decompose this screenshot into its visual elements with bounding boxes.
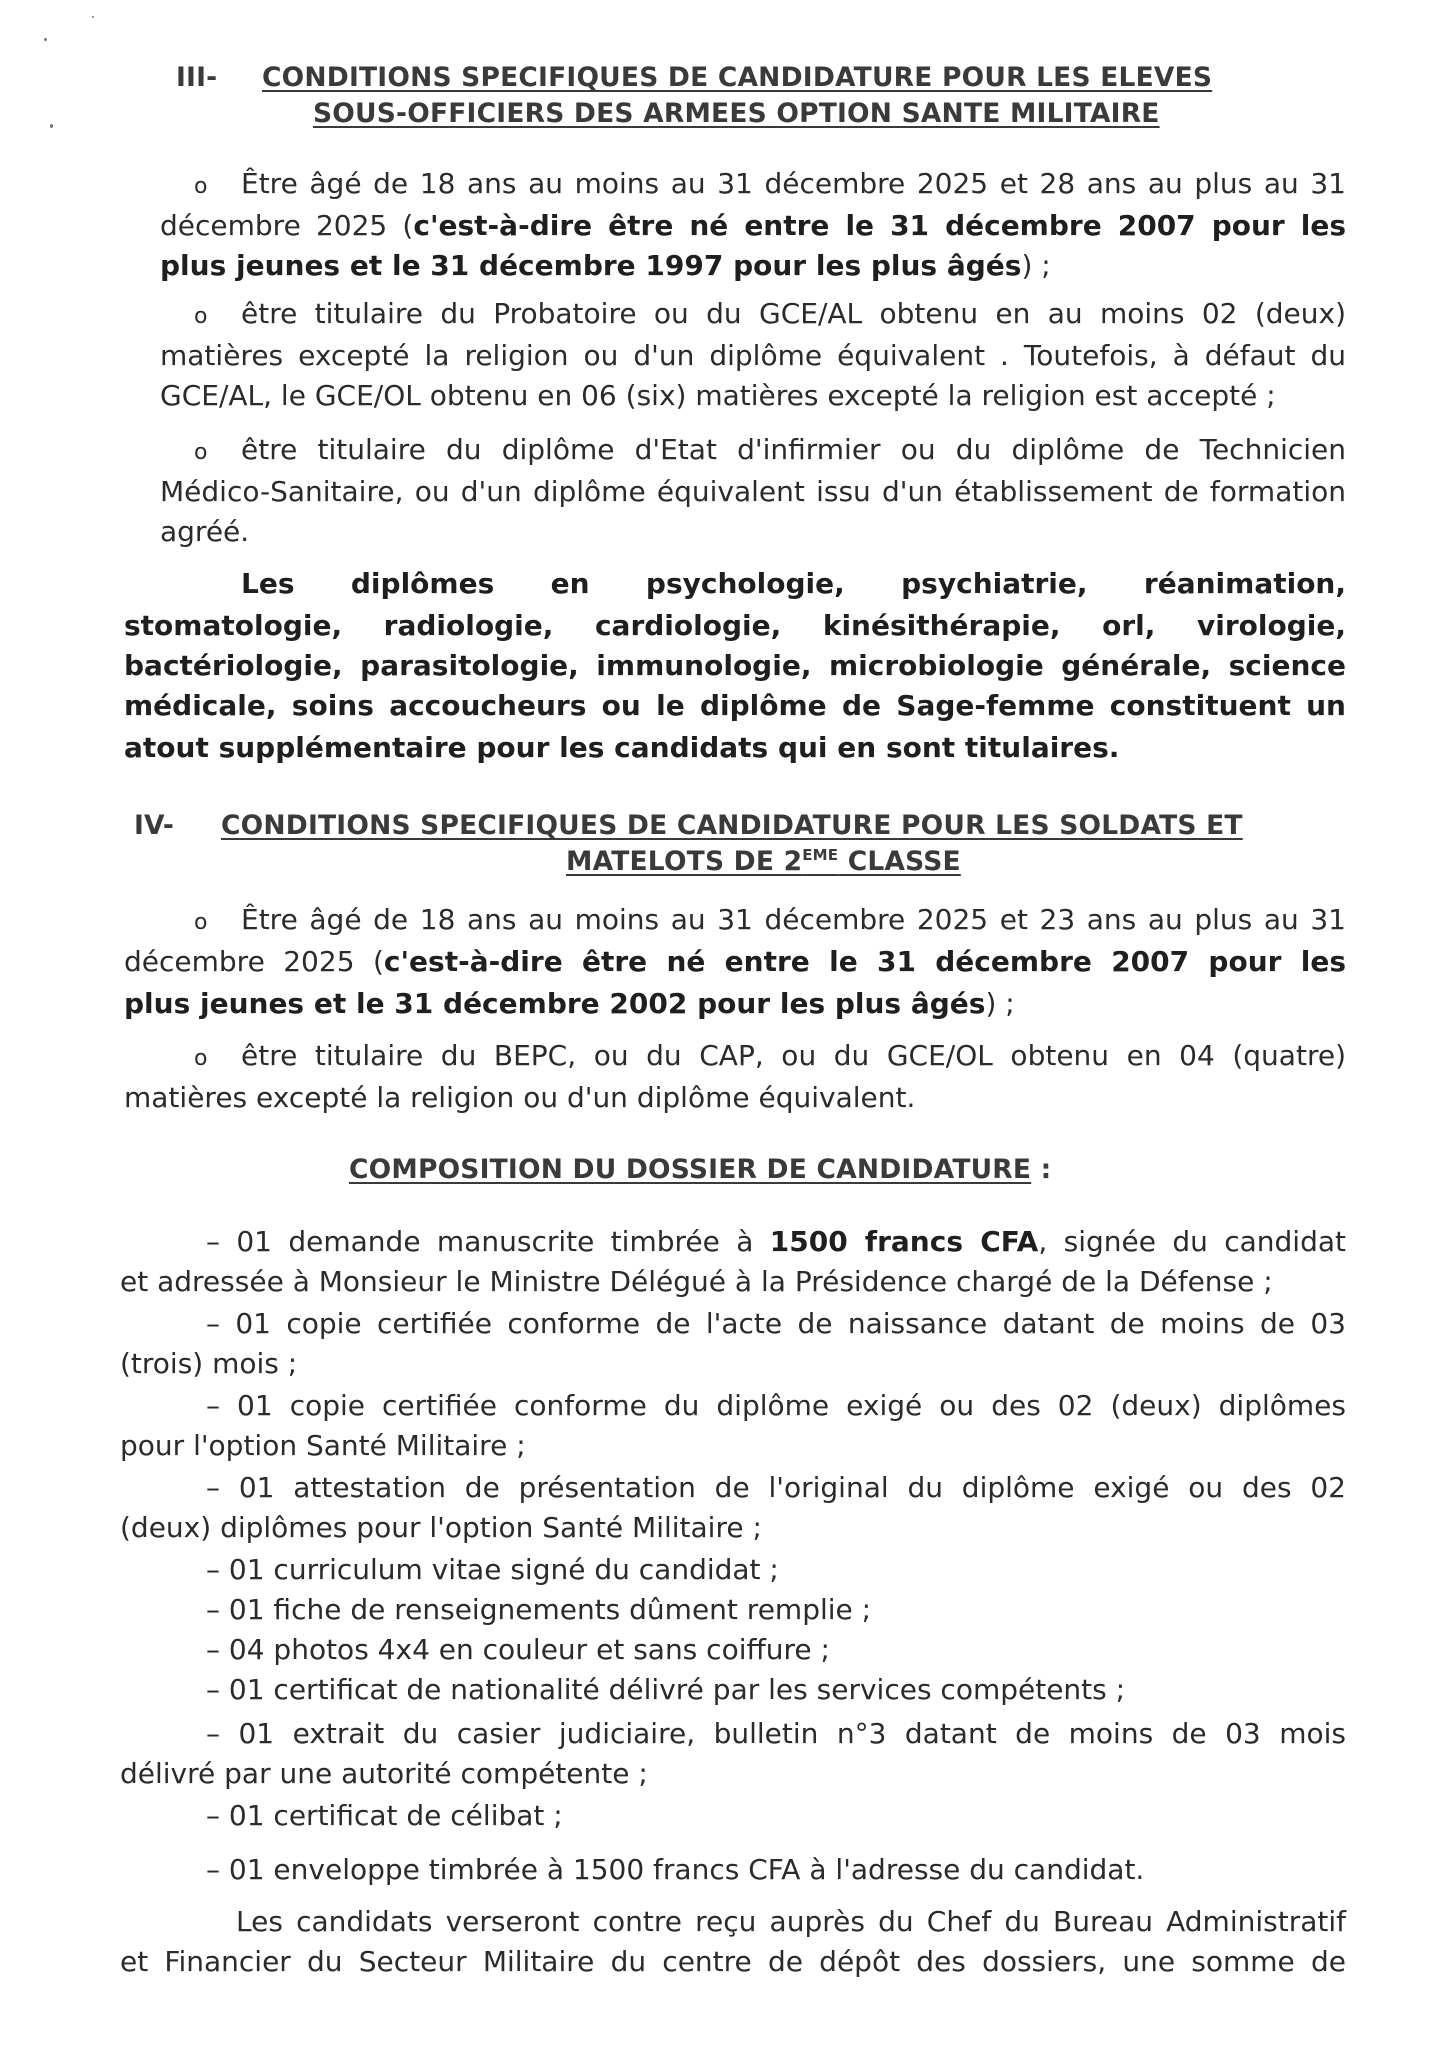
- text-span: décembre 2025 (: [160, 209, 414, 242]
- dossier-item: – 01 certificat de nationalité délivré par les services compétents ;: [206, 1673, 1126, 1706]
- bonus-line: bactériologie, parasitologie, immunologie, microbiologie générale, science: [124, 649, 1346, 682]
- dossier-item-continuation: pour l'option Santé Militaire ;: [120, 1429, 526, 1462]
- section-iii-title-text2: SOUS-OFFICIERS DES ARMEES OPTION SANTE MILITAIRE: [313, 98, 1160, 129]
- dossier-heading: [349, 1154, 1051, 1185]
- bullet-marker: o: [194, 910, 208, 935]
- dossier-item: – 01 certificat de célibat ;: [206, 1799, 563, 1832]
- text-line: être titulaire du BEPC, ou du CAP, ou du GCE/OL obtenu en 04 (quatre): [241, 1039, 1346, 1072]
- text-span: ) ;: [1021, 249, 1051, 282]
- bonus-line: stomatologie, radiologie, cardiologie, kinésithérapie, orl, virologie,: [124, 609, 1346, 642]
- text-line: matières excepté la religion ou d'un diplôme équivalent . Toutefois, à défaut du: [160, 339, 1346, 372]
- dossier-item: – 01 extrait du casier judiciaire, bulletin n°3 datant de moins de 03 mois: [206, 1717, 1346, 1750]
- section-iii-title-line2: [313, 98, 1160, 129]
- closing-paragraph-line: Les candidats verseront contre reçu auprès du Chef du Bureau Administratif: [236, 1905, 1346, 1938]
- text-span: , signée du candidat: [1038, 1225, 1346, 1258]
- text-span: décembre 2025 (: [124, 945, 384, 978]
- dossier-item: – 01 copie certifiée conforme du diplôme exigé ou des 02 (deux) diplômes: [206, 1389, 1346, 1422]
- dossier-item: – 01 copie certifiée conforme de l'acte de naissance datant de moins de 03: [206, 1307, 1346, 1340]
- dossier-item: – 01 fiche de renseignements dûment remplie ;: [206, 1593, 872, 1626]
- bullet-marker: o: [194, 174, 208, 199]
- text-line: agréé.: [160, 515, 250, 548]
- dossier-item: [206, 1225, 1346, 1258]
- section-iv-number: IV-: [134, 810, 175, 841]
- dossier-item: – 04 photos 4x4 en couleur et sans coiffure ;: [206, 1633, 830, 1666]
- bold-span: plus jeunes et le 31 décembre 1997 pour les plus âgés: [160, 249, 1022, 282]
- title-part: MATELOTS DE 2: [566, 846, 803, 877]
- bullet-marker: o: [194, 304, 208, 329]
- bonus-line: Les diplômes en psychologie, psychiatrie, réanimation,: [241, 567, 1346, 600]
- section-iv-title-line1: [221, 810, 1243, 841]
- dossier-item: – 01 curriculum vitae signé du candidat ;: [206, 1553, 779, 1586]
- section-iv-title-text2: [566, 846, 961, 877]
- section-iii-number: III-: [176, 62, 218, 93]
- text-line: Médico-Sanitaire, ou d'un diplôme équivalent issu d'un établissement de formation: [160, 475, 1346, 508]
- scan-speck: [50, 124, 53, 128]
- dossier-heading-text: COMPOSITION DU DOSSIER DE CANDIDATURE: [349, 1154, 1032, 1185]
- bonus-line: médicale, soins accoucheurs ou le diplôme de Sage-femme constituent un: [124, 689, 1346, 722]
- section-iii-title-text1: CONDITIONS SPECIFIQUES DE CANDIDATURE POUR LES ELEVES: [262, 62, 1213, 93]
- scan-speck: [44, 38, 47, 41]
- bold-span: plus jeunes et le 31 décembre 2002 pour les plus âgés: [124, 987, 986, 1020]
- section-iv-title-line2: [566, 846, 961, 877]
- text-line: GCE/AL, le GCE/OL obtenu en 06 (six) matières excepté la religion est accepté ;: [160, 379, 1276, 412]
- text-line: [160, 249, 1051, 282]
- text-line: matières excepté la religion ou d'un diplôme équivalent.: [124, 1081, 916, 1114]
- dossier-item-continuation: et adressée à Monsieur le Ministre Délégué à la Présidence chargé de la Défense ;: [120, 1265, 1273, 1298]
- dossier-item: – 01 attestation de présentation de l'original du diplôme exigé ou des 02: [206, 1471, 1346, 1504]
- text-line: Être âgé de 18 ans au moins au 31 décembre 2025 et 28 ans au plus au 31: [241, 167, 1346, 200]
- dossier-item-continuation: (trois) mois ;: [120, 1347, 298, 1380]
- dossier-heading-colon: :: [1031, 1154, 1052, 1185]
- text-line: [160, 209, 1346, 242]
- text-line: Être âgé de 18 ans au moins au 31 décembre 2025 et 23 ans au plus au 31: [241, 903, 1346, 936]
- section-iii-title-line1: [262, 62, 1212, 93]
- text-line: être titulaire du Probatoire ou du GCE/AL obtenu en au moins 02 (deux): [241, 297, 1346, 330]
- bonus-line: atout supplémentaire pour les candidats qui en sont titulaires.: [124, 731, 1120, 764]
- dossier-item: – 01 enveloppe timbrée à 1500 francs CFA à l'adresse du candidat.: [206, 1853, 1145, 1886]
- bullet-marker: o: [194, 1046, 208, 1071]
- title-part: CLASSE: [838, 846, 961, 877]
- title-superscript: EME: [802, 846, 839, 865]
- text-span: ) ;: [985, 987, 1015, 1020]
- bullet-marker: o: [194, 440, 208, 465]
- text-line: [124, 945, 1346, 978]
- closing-paragraph-line: et Financier du Secteur Militaire du centre de dépôt des dossiers, une somme de: [120, 1945, 1346, 1978]
- text-line: être titulaire du diplôme d'Etat d'infirmier ou du diplôme de Technicien: [241, 433, 1346, 466]
- scan-speck: [92, 16, 94, 18]
- bold-span: c'est-à-dire être né entre le 31 décembre 2007 pour les: [383, 945, 1346, 978]
- text-span: – 01 demande manuscrite timbrée à: [206, 1225, 770, 1258]
- bold-span: c'est-à-dire être né entre le 31 décembre 2007 pour les: [413, 209, 1346, 242]
- text-line: [124, 987, 1015, 1020]
- dossier-item-continuation: (deux) diplômes pour l'option Santé Militaire ;: [120, 1511, 762, 1544]
- bold-span: 1500 francs CFA: [769, 1225, 1039, 1258]
- section-iv-title-text1: CONDITIONS SPECIFIQUES DE CANDIDATURE POUR LES SOLDATS ET: [221, 810, 1243, 841]
- dossier-item-continuation: délivré par une autorité compétente ;: [120, 1757, 648, 1790]
